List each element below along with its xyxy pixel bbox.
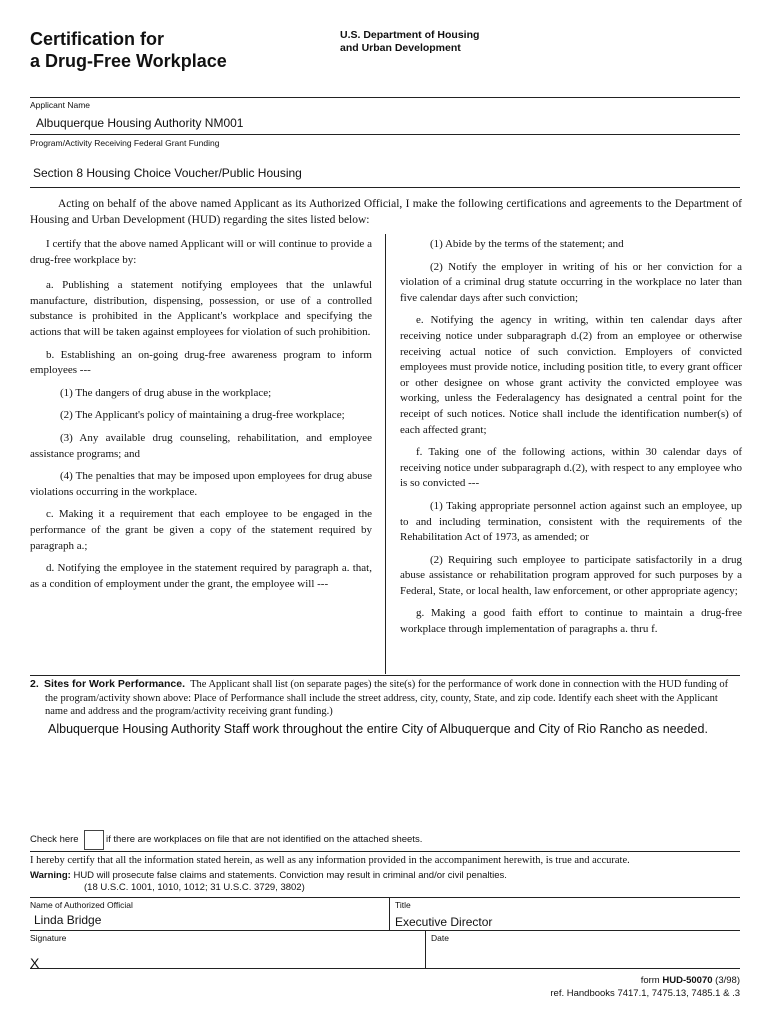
paragraph-b: b. Establishing an on-going drug-free awareness program to inform employees --- [30,348,372,377]
paragraph-e: e. Notifying the agency in writing, within ten calendar days after receiving notice under subparagraph d.(2) from an employee or otherwise receiving actual notice of such conviction. Employers of convicted employees must provide notice, including position title, to every grant officer or other designee on whose grant activity the convicted employee was working, unless the Federalagency has designated a central point for the receipt of such notices. Notice shall include the identification number(s) of each affected grant; [400,314,742,436]
program-label: Program/Activity Receiving Federal Grant Funding [30,138,220,148]
form-title-line2: a Drug-Free Workplace [30,51,227,71]
work-location-field[interactable]: Albuquerque Housing Authority Staff work throughout the entire City of Albuquerque and City of Rio Rancho as needed. [48,722,708,736]
paragraph-a: a. Publishing a statement notifying employees that the unlawful manufacture, distribution, dispensing, possession, or use of a controlled substance is prohibited in the Applicant's workplace and specifying the actions that will be taken against employees for violation of such prohibition. [30,279,372,338]
form-number [641,975,740,987]
section-2-number: 2. [30,678,39,690]
divider [30,97,740,98]
workplaces-checkbox[interactable] [84,830,104,850]
form-prefix: form [640,975,663,986]
paragraph-b3: (3) Any available drug counseling, rehabilitation, and employee assistance programs; and [30,431,372,460]
paragraph-g: g. Making a good faith effort to continue to maintain a drug-free workplace through implementation of paragraphs a. thru f. [400,607,742,636]
official-name-label: Name of Authorized Official [30,900,133,910]
box-divider [389,897,390,930]
divider [30,187,740,188]
divider [30,930,740,931]
divider [30,897,740,898]
form-title [30,28,227,72]
intro-paragraph: Acting on behalf of the above named Applicant as its Authorized Official, I make the following certifications and agreements to the Department of Housing and Urban Development (HUD) regarding the sites listed below: [30,198,742,226]
paragraph-b4: (4) The penalties that may be imposed upon employees for drug abuse violations occurring in the workplace. [30,470,372,498]
paragraph-f: f. Taking one of the following actions, within 30 calendar days of receiving notice under subparagraph d.(2), with respect to any employee who is so convicted --- [400,446,742,490]
warning-block [30,870,507,894]
form-id: HUD-50070 [662,975,713,986]
lead-in-paragraph: I certify that the above named Applicant will or will continue to provide a drug-free workplace by: [30,238,372,266]
warning-citation: (18 U.S.C. 1001, 1010, 1012; 31 U.S.C. 3729, 3802) [84,882,305,893]
agency-name [340,29,479,55]
paragraph-b2: (2) The Applicant's policy of maintaining a drug-free workplace; [60,409,345,422]
signature-field[interactable]: X [30,955,40,971]
section-2 [30,678,742,719]
paragraph-b1: (1) The dangers of drug abuse in the workplace; [60,386,272,399]
applicant-name-label: Applicant Name [30,100,91,110]
check-here-description: if there are workplaces on file that are not identified on the attached sheets. [106,834,423,845]
date-label: Date [431,933,449,943]
column-divider [385,234,386,674]
paragraph-c: c. Making it a requirement that each employee to be engaged in the performance of the grant be given a copy of the statement required by paragraph a.; [30,508,372,552]
paragraph-f1: (1) Taking appropriate personnel action against such an employee, up to and including termination, consistent with the requirements of the Rehabilitation Act of 1973, as amended; or [400,499,742,544]
paragraph-d1: (1) Abide by the terms of the statement; and [430,238,624,250]
divider [30,851,740,852]
official-name-field[interactable]: Linda Bridge [34,913,102,927]
program-field[interactable]: Section 8 Housing Choice Voucher/Public Housing [33,166,302,180]
paragraph-d: d. Notifying the employee in the statement required by paragraph a. that, as a condition of employment under the grant, the employee will --- [30,562,372,590]
paragraph-d2: (2) Notify the employer in writing of his or her conviction for a violation of a criminal drug statute occurring in the workplace no later than five calendar days after such conviction; [400,260,742,304]
form-date: (3/98) [712,975,740,986]
warning-label: Warning: [30,870,71,881]
section-2-body: The Applicant shall list (on separate pages) the site(s) for the performance of work done in connection with the HUD funding of the program/activity shown above: Place of Performance shall include the street address, city, county, State, and zip code. Identify each sheet with the Applicant name and address and the program/activity receiving grant funding.) [45,679,729,717]
certification-statement: I hereby certify that all the information stated herein, as well as any information provided in the accompaniment herewith, is true and accurate. [30,855,630,866]
section-2-text [30,678,742,719]
paragraph-f2: (2) Requiring such employee to participate satisfactorily in a drug abuse assistance or rehabilitation program approved for such purposes by a Federal, State, or local health, law enforcement, or other appropriate agency; [400,553,742,597]
signature-label: Signature [30,933,67,943]
applicant-name-field[interactable]: Albuquerque Housing Authority NM001 [36,116,244,130]
agency-line1: U.S. Department of Housing [340,29,480,41]
handbook-reference: ref. Handbooks 7417.1, 7475.13, 7485.1 & .3 [550,988,740,999]
right-column [400,237,742,645]
check-here-label: Check here [30,834,79,845]
form-title-line1: Certification for [30,29,165,49]
agency-line2: and Urban Development [340,42,461,54]
title-field[interactable]: Executive Director [395,915,493,929]
divider [30,134,740,135]
divider [30,675,740,676]
box-divider [425,930,426,968]
left-column [30,237,372,599]
warning-text: HUD will prosecute false claims and statements. Conviction may result in criminal and/or civil penalties. [73,870,507,881]
title-label: Title [395,900,411,910]
section-2-heading: Sites for Work Performance. [44,678,186,690]
divider [30,968,740,969]
